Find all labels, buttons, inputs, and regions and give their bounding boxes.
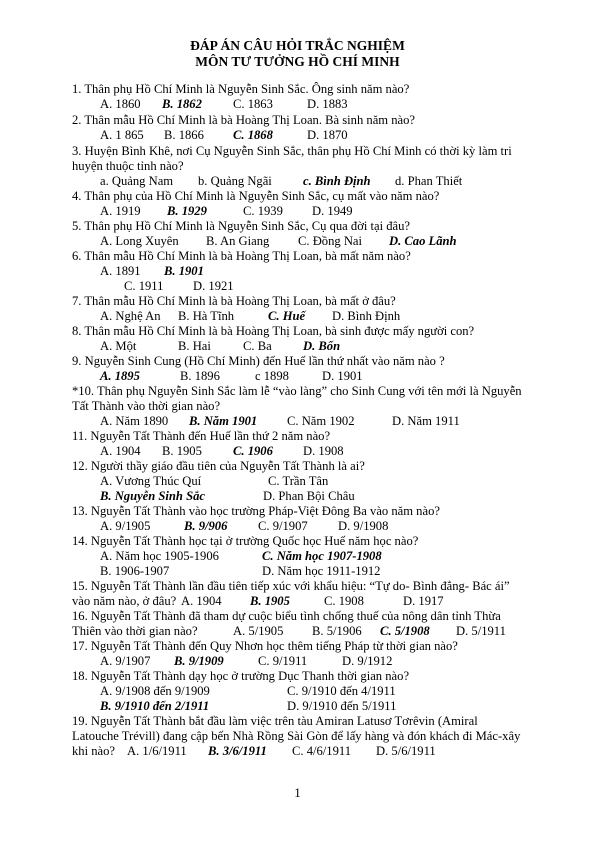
question-13: 13. Nguyễn Tất Thành vào học trường Pháp-Việt Đông Ba vào năm nào? [72,504,440,518]
answer-1d: D. 1883 [307,97,348,111]
answer-12b-correct: B. Nguyễn Sinh Sắc [100,489,205,503]
answer-5d-correct: D. Cao Lãnh [389,234,457,248]
answer-15a: A. 1904 [181,594,222,608]
answer-14b: B. 1906-1907 [100,564,170,578]
question-15: 15. Nguyễn Tất Thành lần đầu tiên tiếp xúc với khẩu hiệu: “Tự do- Bình đẳng- Bác ái” [72,579,510,593]
answer-10a: A. Năm 1890 [100,414,169,428]
answer-13c: C. 9/1907 [258,519,308,533]
answer-7b: B. Hà Tĩnh [178,309,235,323]
answer-13a: A. 9/1905 [100,519,151,533]
answer-4c: C. 1939 [243,204,283,218]
answer-2a: A. 1 865 [100,128,144,142]
answer-17c: C. 9/1911 [258,654,308,668]
answer-14a: A. Năm học 1905-1906 [100,549,219,563]
question-19-cont: Latouche Trévill) đang cập bến Nhà Rồng Sài Gòn để lấy hàng và đón khách đi Mác-xây [72,729,521,743]
answer-19d: D. 5/6/1911 [376,744,436,758]
answer-7c-correct: C. Huế [268,309,306,323]
answer-8b: B. Hai [178,339,211,353]
answer-18c: C. 9/1910 đến 4/1911 [287,684,396,698]
answer-16a: A. 5/1905 [233,624,284,638]
question-16: 16. Nguyễn Tất Thành đã tham dự cuộc biểu tình chống thuế của nông dân tỉnh Thừa [72,609,501,623]
answer-7d: D. Bình Định [332,309,401,323]
question-3: 3. Huyện Bình Khê, nơi Cụ Nguyễn Sinh Sắc, thân phụ Hồ Chí Minh có thời kỳ làm tri [72,144,512,158]
answer-5b: B. An Giang [206,234,270,248]
answer-6c: C. 1911 [124,279,164,293]
answer-16d: D. 5/1911 [456,624,506,638]
question-15-cont: vào năm nào, ở đâu? [72,594,177,608]
answer-4d: D. 1949 [312,204,353,218]
answer-16b: B. 5/1906 [312,624,362,638]
answer-16c-correct: C. 5/1908 [380,624,430,638]
question-16-cont: Thiên vào thời gian nào? [72,624,198,638]
question-4: 4. Thân phụ của Hồ Chí Minh là Nguyễn Sinh Sắc, cụ mất vào năm nào? [72,189,440,203]
answer-15d: D. 1917 [403,594,444,608]
question-7: 7. Thân mẫu Hồ Chí Minh là bà Hoàng Thị Loan, bà mất ở đâu? [72,294,396,308]
question-11: 11. Nguyễn Tất Thành đến Huế lần thứ 2 năm nào? [72,429,331,443]
question-18: 18. Nguyễn Tất Thành dạy học ở trường Dục Thanh thời gian nào? [72,669,410,683]
answer-8a: A. Một [100,339,137,353]
answer-2d: D. 1870 [307,128,348,142]
answer-4a: A. 1919 [100,204,141,218]
answer-11b: B. 1905 [162,444,202,458]
answer-11a: A. 1904 [100,444,141,458]
answer-14d: D. Năm học 1911-1912 [262,564,381,578]
answer-11c-correct: C. 1906 [233,444,273,458]
answer-18a: A. 9/1908 đến 9/1909 [100,684,210,698]
answer-12d: D. Phan Bội Châu [263,489,355,503]
answer-10d: D. Năm 1911 [392,414,460,428]
answer-5a: A. Long Xuyên [100,234,179,248]
answer-18b-correct: B. 9/1910 đến 2/1911 [100,699,210,713]
question-10-cont: Tất Thành vào thời gian nào? [72,399,221,413]
answer-13d: D. 9/1908 [338,519,389,533]
answer-9a-correct: A. 1895 [100,369,140,383]
answer-6d: D. 1921 [193,279,234,293]
question-5: 5. Thân phụ Hồ Chí Minh là Nguyễn Sinh Sắc, Cụ qua đời tại đâu? [72,219,411,233]
answer-6a: A. 1891 [100,264,141,278]
answer-8c: C. Ba [243,339,272,353]
answer-9b: B. 1896 [180,369,220,383]
answer-10c: C. Năm 1902 [287,414,355,428]
question-14: 14. Nguyễn Tất Thành học tại ở trường Quốc học Huế năm học nào? [72,534,419,548]
answer-17a: A. 9/1907 [100,654,151,668]
answer-1b-correct: B. 1862 [162,97,202,111]
answer-3b: b. Quảng Ngãi [198,174,272,188]
answer-19b-correct: B. 3/6/1911 [208,744,267,758]
question-2: 2. Thân mẫu Hồ Chí Minh là bà Hoàng Thị Loan. Bà sinh năm nào? [72,113,416,127]
answer-2b: B. 1866 [164,128,204,142]
answer-1c: C. 1863 [233,97,273,111]
answer-5c: C. Đồng Nai [298,234,363,248]
answer-4b-correct: B. 1929 [167,204,207,218]
question-10: *10. Thân phụ Nguyễn Sinh Sắc làm lễ “vào làng” cho Sinh Cung với tên mới là Nguyễn [72,384,522,398]
question-12: 12. Người thầy giáo đầu tiên của Nguyễn Tất Thành là ai? [72,459,365,473]
question-3-cont: huyện thuộc tỉnh nào? [72,159,184,173]
answer-9c: c 1898 [255,369,289,383]
answer-3d: d. Phan Thiết [395,174,463,188]
answer-13b-correct: B. 9/906 [184,519,228,533]
answer-14c-correct: C. Năm học 1907-1908 [262,549,382,563]
answer-17b-correct: B. 9/1909 [174,654,224,668]
answer-12a: A. Vương Thúc Quí [100,474,202,488]
answer-3c-correct: c. Bình Định [303,174,371,188]
answer-15c: C. 1908 [324,594,364,608]
question-19-cont2: khi nào? [72,744,116,758]
answer-11d: D. 1908 [303,444,344,458]
question-19: 19. Nguyễn Tất Thành bắt đầu làm việc trên tàu Amiran Latusơ Tơrêvin (Amiral [72,714,478,728]
answer-7a: A. Nghệ An [100,309,161,323]
answer-15b-correct: B. 1905 [250,594,290,608]
answer-19a: A. 1/6/1911 [127,744,187,758]
question-6: 6. Thân mẫu Hồ Chí Minh là bà Hoàng Thị Loan, bà mất năm nào? [72,249,411,263]
question-1: 1. Thân phụ Hồ Chí Minh là Nguyễn Sinh Sắc. Ông sinh năm nào? [72,82,410,96]
answer-9d: D. 1901 [322,369,363,383]
answer-8d-correct: D. Bốn [303,339,341,353]
question-17: 17. Nguyễn Tất Thành đến Quy Nhơn học thêm tiếng Pháp từ thời gian nào? [72,639,458,653]
question-8: 8. Thân mẫu Hồ Chí Minh là bà Hoàng Thị Loan, bà sinh được mấy người con? [72,324,475,338]
document-title: ĐÁP ÁN CÂU HỎI TRẮC NGHIỆM [190,38,405,53]
answer-12c: C. Trần Tân [268,474,329,488]
answer-1a: A. 1860 [100,97,141,111]
question-9: 9. Nguyễn Sinh Cung (Hồ Chí Minh) đến Huế lần thứ nhất vào năm nào ? [72,354,445,368]
answer-10b-correct: B. Năm 1901 [189,414,258,428]
page-number: 1 [294,785,301,800]
answer-19c: C. 4/6/1911 [292,744,352,758]
answer-17d: D. 9/1912 [342,654,393,668]
document-subtitle: MÔN TƯ TƯỞNG HỒ CHÍ MINH [195,54,400,69]
answer-2c-correct: C. 1868 [233,128,273,142]
answer-18d: D. 9/1910 đến 5/1911 [287,699,397,713]
answer-6b-correct: B. 1901 [164,264,204,278]
answer-3a: a. Quảng Nam [100,174,174,188]
